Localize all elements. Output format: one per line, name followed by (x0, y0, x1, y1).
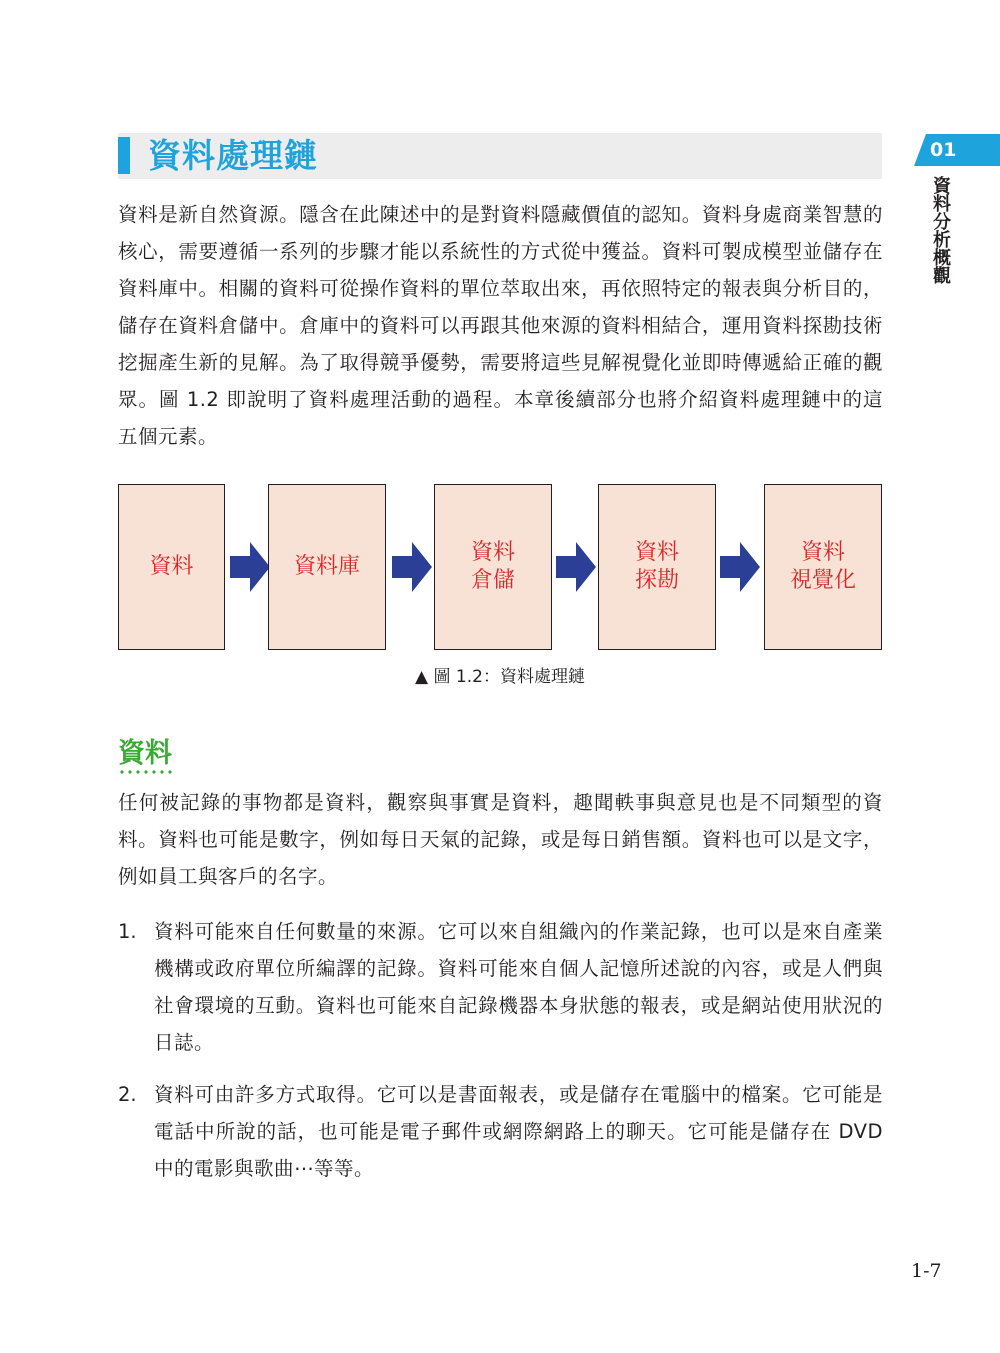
arrow-right-icon (720, 542, 760, 592)
intro-paragraph: 資料是新自然資源。隱含在此陳述中的是對資料隱藏價值的認知。資料身處商業智慧的核心，需要遵循一系列的步驟才能以系統性的方式從中獲益。資料可製成模型並儲存在資料庫中。相關的資料可從操作資料的單位萃取出來，再依照特定的報表與分析目的，儲存在資料倉儲中。倉庫中的資料可以再跟其他來源的資料相結合，運用資料探勘技術挖掘產生新的見解。為了取得競爭優勢，需要將這些見解視覺化並即時傳遞給正確的觀眾。圖 1.2 即說明了資料處理活動的過程。本章後續部分也將介紹資料處理鏈中的這五個元素。 (118, 203, 883, 448)
chapter-number: 01 (930, 139, 957, 161)
step-label-line1: 資料 (470, 540, 515, 565)
chapter-name: 資料分析概觀 (930, 176, 951, 284)
arrow-right-icon (230, 542, 270, 592)
step-database-box (268, 484, 386, 650)
step-mining-box (598, 484, 716, 650)
step-label-line2: 視覺化 (789, 568, 856, 593)
step-label-line1: 資料 (634, 540, 679, 565)
step-warehouse-box (434, 484, 552, 650)
section-title: 資料處理鏈 (148, 136, 318, 175)
processing-chain-figure (118, 484, 882, 652)
arrow-right-icon (556, 542, 596, 592)
list-item-number: 1. (118, 920, 137, 943)
page-number: 1-7 (911, 1260, 942, 1282)
subsection-dotted-underline (118, 770, 174, 774)
step-label-line1: 資料庫 (293, 554, 360, 579)
step-label-line1: 資料 (149, 554, 194, 579)
step-label-line1: 資料 (800, 540, 845, 565)
step-label-line2: 探勘 (634, 568, 679, 593)
section-heading-accent (118, 137, 130, 174)
figure-caption: ▲ 圖 1.2：資料處理鏈 (415, 667, 585, 687)
step-visualization-box (764, 484, 882, 650)
subsection-title: 資料 (118, 738, 172, 769)
step-label-line2: 倉儲 (470, 568, 515, 593)
subsection-paragraph: 任何被記錄的事物都是資料，觀察與事實是資料，趣聞軼事與意見也是不同類型的資料。資料也可能是數字，例如每日天氣的記錄，或是每日銷售額。資料也可以是文字，例如員工與客戶的名字。 (118, 791, 883, 888)
chapter-tab (914, 134, 1000, 166)
list-item-text: 資料可能來自任何數量的來源。它可以來自組織內的作業記錄，也可以是來自產業機構或政府單位所編譯的記錄。資料可能來自個人記憶所述說的內容，或是人們與社會環境的互動。資料也可能來自記錄機器本身狀態的報表，或是網站使用狀況的日誌。 (154, 920, 883, 1054)
list-item-text: 資料可由許多方式取得。它可以是書面報表，或是儲存在電腦中的檔案。它可能是電話中所說的話，也可能是電子郵件或網際網路上的聊天。它可能是儲存在 DVD 中的電影與歌曲⋯等等。 (154, 1083, 883, 1180)
list-item-number: 2. (118, 1083, 137, 1106)
step-data-box (118, 484, 225, 650)
arrow-right-icon (392, 542, 432, 592)
